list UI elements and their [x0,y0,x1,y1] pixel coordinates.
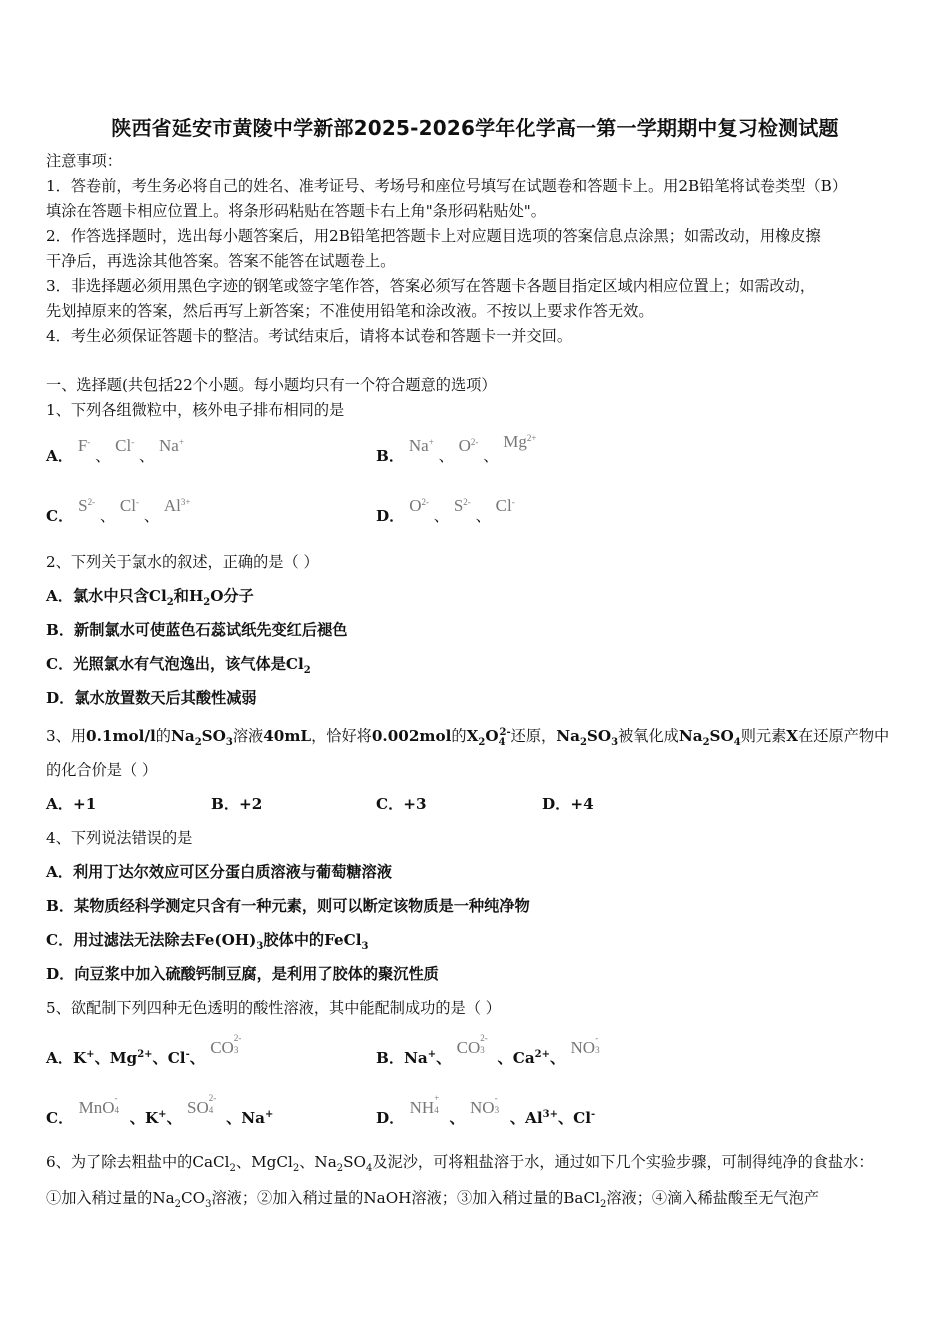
ion-cl-minus: Cl- [119,496,139,515]
ion-o-2minus: $O^{2-}$ [458,436,479,455]
ion-cl-minus: Cl- [115,436,135,455]
ion-mg-2plus: $Mg^{2+}$ [503,432,537,451]
q6-stem-line1: 6、为了除去粗盐中的CaCl$_2$、MgCl$_2$、$Na_2SO_4$及泥沙，可将粗盐溶于水，通过如下几个实验步骤，可制得纯净的食盐水： [46,1153,874,1175]
q5-option-a[interactable]: A．K+、$Mg^{2+}$、Cl-、 CO 2- 3 [46,1033,242,1068]
notice-line-7: 4．考生必须保证答题卡的整洁。考试结束后，请将本试卷和答题卡一并交回。 [46,327,573,345]
q3-option-b[interactable]: B．+2 [211,795,263,813]
section-heading: 一、选择题(共包括22个小题。每小题均只有一个符合题意的选项） [46,376,497,394]
q1-b-label: B． [376,447,405,465]
q5-option-b[interactable]: B．Na+、 CO 2- 3 、$Ca^{2+}$、 NO - 3 [376,1033,600,1068]
ion-s-2minus: $S^{2-}$ [453,496,471,515]
q4-option-a[interactable]: A．利用丁达尔效应可区分蛋白质溶液与葡萄糖溶液 [46,863,392,881]
page-title: 陕西省延安市黄陵中学新部2025-2026学年化学高一第一学期期中复习检测试题 [111,116,839,140]
q1-option-b[interactable]: B． Na+ 、 $O^{2-}$ 、 $Mg^{2+}$ [376,432,537,465]
notice-line-6: 先划掉原来的答案，然后再写上新答案；不准使用铅笔和涂改液。不按以上要求作答无效。 [46,302,654,320]
q1-a-label: A． [46,447,73,465]
q1-d-label: D． [376,507,405,525]
q3-option-a[interactable]: A．+1 [46,795,97,813]
q4-option-b[interactable]: B．某物质经科学测定只含有一种元素，则可以断定该物质是一种纯净物 [46,897,530,915]
ion-nh4-plus: NH + 4 [409,1093,440,1118]
ion-al-3plus: $Al^{3+}$ [163,496,191,515]
notice-line-2: 填涂在答题卡相应位置上。将条形码粘贴在答题卡右上角"条形码粘贴处"。 [46,202,546,220]
q4-option-c[interactable]: C．用过滤法无法除去$Fe(OH)_3$胶体中的FeCl$_3$ [46,931,369,953]
notice-line-5: 3．非选择题必须用黑色字迹的钢笔或签字笔作答，答案必须写在答题卡各题目指定区域内相应位置上；如需改动， [46,277,816,295]
notice-line-4: 干净后，再选涂其他答案。答案不能答在试题卷上。 [46,252,396,270]
q2-option-c[interactable]: C．光照氯水有气泡逸出，该气体是$Cl_2$ [46,655,311,677]
q1-stem: 1、下列各组微粒中，核外电子排布相同的是 [46,401,345,419]
q2-option-b[interactable]: B．新制氯水可使蓝色石蕊试纸先变红后褪色 [46,621,348,639]
q3-option-c[interactable]: C．+3 [376,795,427,813]
q3-stem-line2: 的化合价是（ ） [46,761,158,779]
notice-line-1: 1．答卷前，考生务必将自己的姓名、准考证号、考场号和座位号填写在试题卷和答题卡上。用2B铅笔将试卷类型（B） [46,177,848,195]
q1-option-c[interactable]: C． $S^{2-}$ 、 Cl- 、 $Al^{3+}$ [46,496,191,525]
q2-option-a[interactable]: A．氯水中只含$Cl_2$和$H_2O$分子 [46,587,254,609]
q2-stem: 2、下列关于氯水的叙述，正确的是（ ） [46,553,319,571]
ion-na-plus: Na+ [408,436,434,455]
q3-option-d[interactable]: D．+4 [542,795,594,813]
ion-cl-minus: Cl- [495,496,515,515]
ion-mno4-minus: MnO - 4 [78,1093,119,1118]
ion-so4-2minus: SO 2- 4 [187,1093,217,1118]
ion-o-2minus: $O^{2-}$ [409,496,429,515]
ion-s-2minus: $S^{2-}$ [78,496,96,515]
notice-line-3: 2．作答选择题时，选出每小题答案后，用2B铅笔把答题卡上对应题目选项的答案信息点涂黑；如需改动，用橡皮擦 [46,227,821,245]
q1-option-d[interactable]: D． $O^{2-}$ 、 $S^{2-}$ 、 Cl- [376,496,515,525]
q5-option-d[interactable]: D． NH + 4 、 NO - 3 、$Al^{3+}$、Cl- [376,1093,596,1128]
ion-no3-minus: NO - 3 [470,1093,500,1118]
q5-stem: 5、欲配制下列四种无色透明的酸性溶液，其中能配制成功的是（ ） [46,999,501,1017]
ion-no3-minus: NO - 3 [570,1033,600,1058]
q6-stem-line2: ①加入稍过量的$Na_2CO_3$溶液；②加入稍过量的NaOH溶液；③加入稍过量的BaCl$_2$溶液；④滴入稀盐酸至无气泡产 [46,1189,819,1211]
q3-stem: 3、用0.1mol/l的$Na_2SO_3$溶液40mL，恰好将0.002mol的$X_2O_4^{2-}$还原，$Na_2SO_3$被氧化成$Na_2SO_4$则元素X在还原产物中 [46,727,890,749]
q5-option-c[interactable]: C． MnO - 4 、K+、 SO 2- 4 、Na+ [46,1093,274,1128]
q1-option-a[interactable]: A． F- 、 Cl- 、 Na+ [46,436,184,465]
notice-heading: 注意事项： [46,152,122,170]
ion-co3-2minus: CO 2- 3 [210,1033,242,1058]
q2-option-d[interactable]: D．氯水放置数天后其酸性减弱 [46,689,257,707]
q1-c-label: C． [46,507,74,525]
ion-co3-2minus: CO 2- 3 [456,1033,488,1058]
q4-stem: 4、下列说法错误的是 [46,829,193,847]
q4-option-d[interactable]: D．向豆浆中加入硫酸钙制豆腐，是利用了胶体的聚沉性质 [46,965,439,983]
ion-f-minus: F- [77,436,91,455]
ion-na-plus: Na+ [159,436,184,455]
